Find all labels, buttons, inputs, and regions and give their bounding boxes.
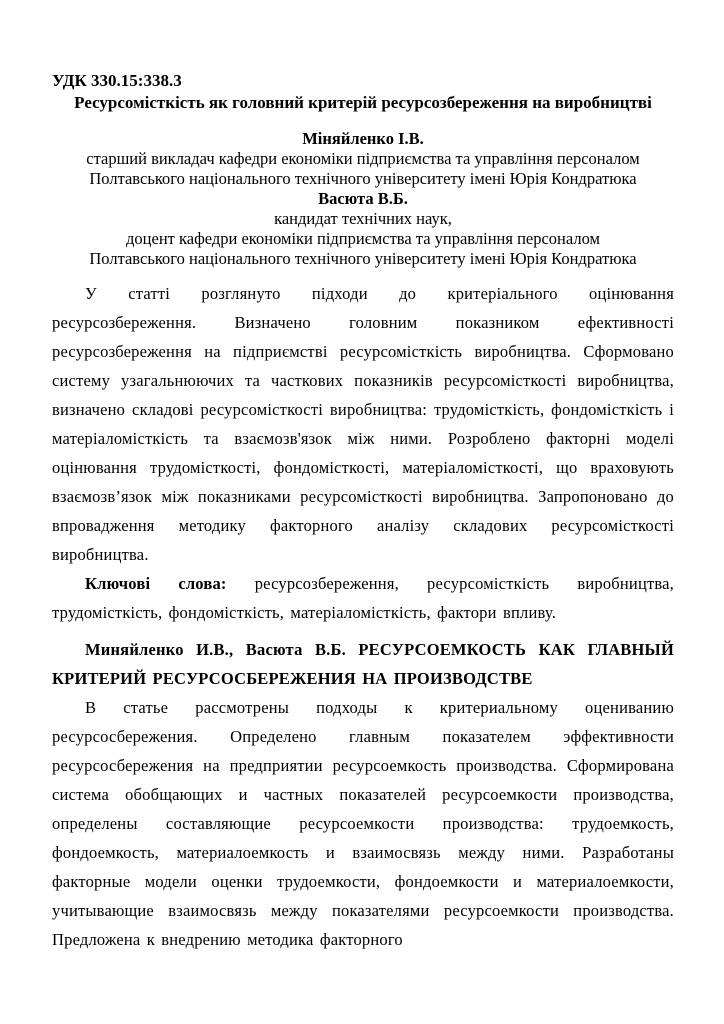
author-2-affiliation-line-3: Полтавського національного технічного університету імені Юрія Кондратюка xyxy=(89,249,637,268)
author-2-affiliation-line-2: доцент кафедри економіки підприємства та управління персоналом xyxy=(126,229,600,248)
keywords-uk xyxy=(52,569,674,627)
article-title-uk: Ресурсомісткість як головний критерій ресурсозбереження на виробництві xyxy=(74,93,652,112)
authors-block xyxy=(52,129,674,269)
udc-code: УДК 330.15:338.3 xyxy=(52,71,182,90)
author-2-name: Васюта В.Б. xyxy=(318,189,408,208)
abstract-uk: У статті розглянуто підходи до критеріального оцінювання ресурсозбереження. Визначено головним показником ефективності ресурсозбереження на підприємстві ресурсомісткість виробництва. Сформовано систему узагальнюючих та часткових показників ресурсомісткості виробництва, визначено складові ресурсомісткості виробництва: трудомісткість, фондомісткість і матеріаломісткість та взаємозв'язок між ними. Розроблено факторні моделі оцінювання трудомісткості, фондомісткості, матеріаломісткості, що враховують взаємозв’язок між показниками ресурсомісткості виробництва. Запропоновано до впровадження методику факторного аналізу складових ресурсомісткості виробництва. xyxy=(52,284,674,564)
author-1-affiliation-line-1: старший викладач кафедри економіки підприємства та управління персоналом xyxy=(86,149,640,168)
author-1-affiliation-line-2: Полтавського національного технічного університету імені Юрія Кондратюка xyxy=(89,169,637,188)
author-2-affiliation-line-1: кандидат технічних наук, xyxy=(274,209,452,228)
author-1-name: Міняйленко І.В. xyxy=(302,129,424,148)
keywords-label: Ключові слова: xyxy=(85,574,227,593)
abstract-ru: В статье рассмотрены подходы к критериальному оцениванию ресурсосбережения. Определено главным показателем эффективности ресурсосбережения на предприятии ресурсоемкость производства. Сформирована система обобщающих и частных показателей ресурсоемкости производства, определены составляющие ресурсоемкости производства: трудоемкость, фондоемкость, материалоемкость и взаимосвязь между ними. Разработаны факторные модели оценки трудоемкости, фондоемкости и материалоемкости, учитывающие взаимосвязь между показателями ресурсоемкости производства. Предложена к внедрению методика факторного xyxy=(52,698,674,949)
heading-ru: Миняйленко И.В., Васюта В.Б. РЕСУРСОЕМКОСТЬ КАК ГЛАВНЫЙ КРИТЕРИЙ РЕСУРСОСБЕРЕЖЕНИЯ НА ПРОИЗВОДСТВЕ xyxy=(52,640,674,688)
keywords-text: ресурсозбереження, ресурсомісткість виробництва, трудомісткість, фондомісткість, матеріаломісткість, фактори впливу. xyxy=(52,574,675,622)
